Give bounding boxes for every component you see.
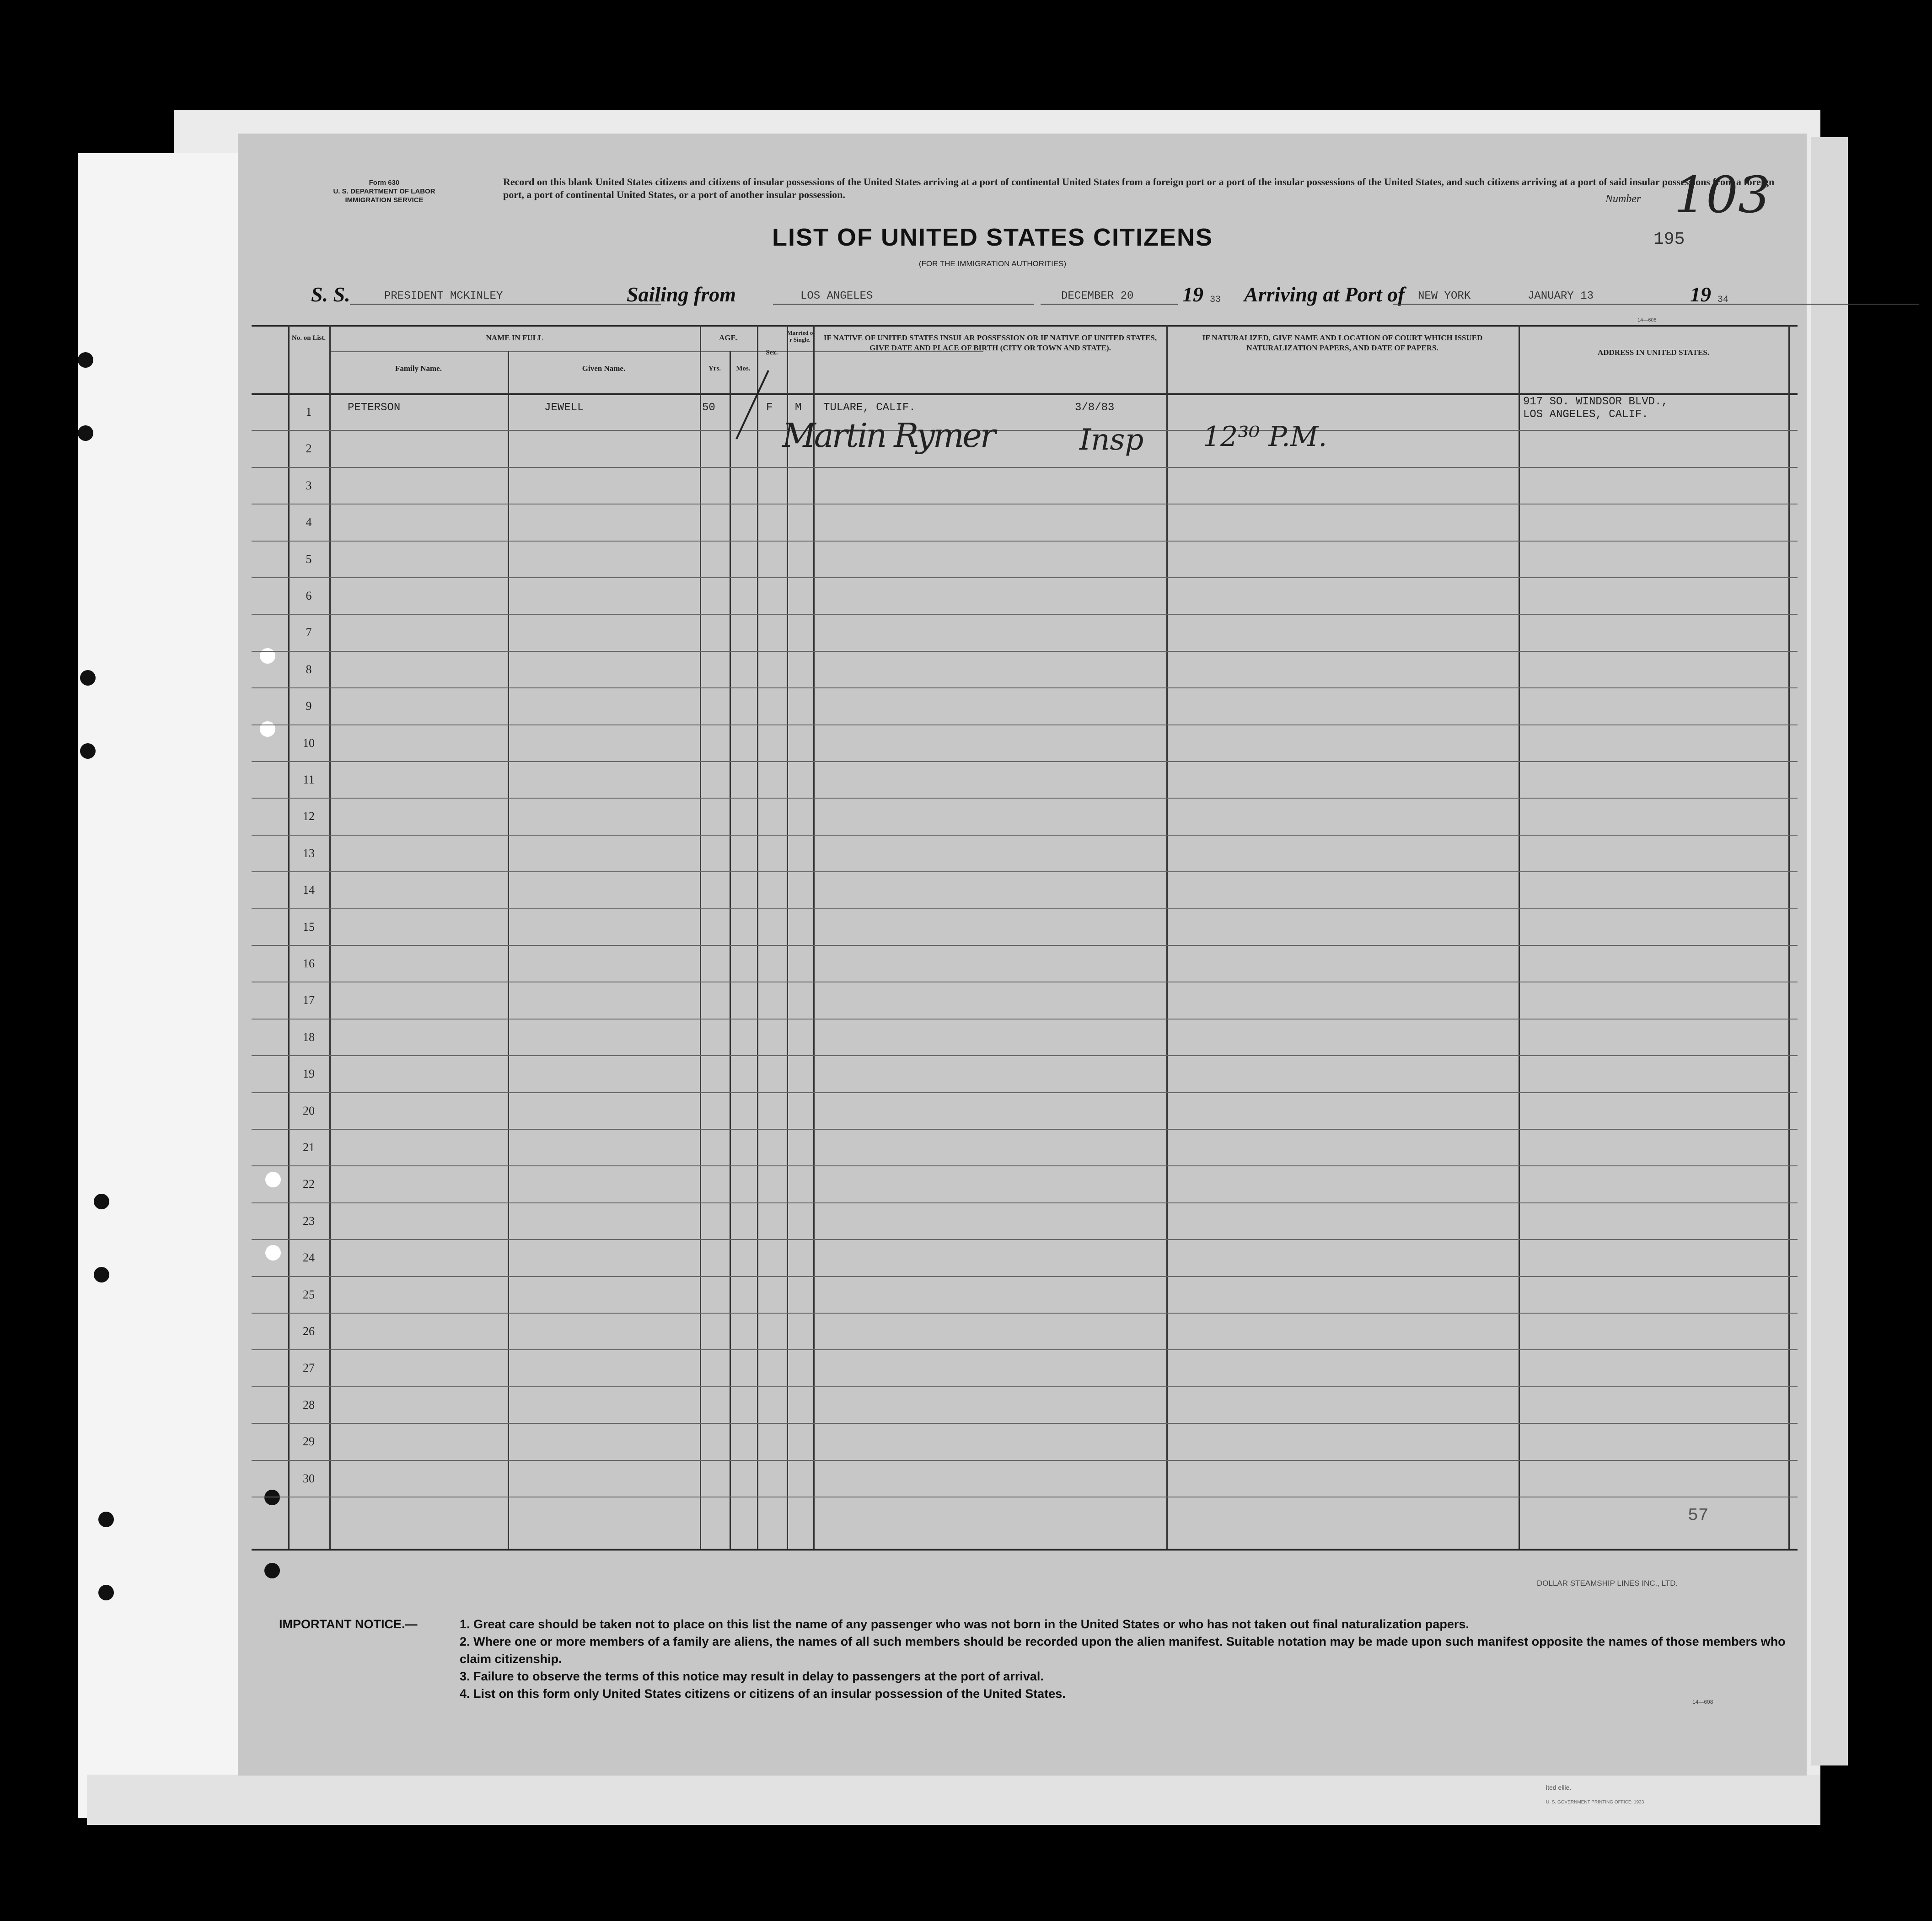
row-number: 9 — [306, 699, 312, 713]
row-rule — [252, 1460, 1798, 1461]
notice-item: 4. List on this form only United States citizens or citizens of an insular possession of the United States. — [460, 1687, 1066, 1701]
arrival-underline — [1393, 304, 1919, 305]
underlying-sheet-right — [1811, 137, 1848, 1765]
row-number: 13 — [303, 846, 315, 860]
department-name: U. S. DEPARTMENT OF LABOR — [333, 188, 435, 195]
column-divider — [787, 325, 788, 1551]
row-rule — [252, 1386, 1798, 1387]
underlying-sheet-text: ited eliie. — [1546, 1784, 1572, 1791]
table-top-rule — [252, 325, 1798, 327]
header-naturalized: IF NATURALIZED, GIVE NAME AND LOCATION OF COURT WHICH ISSUED NATURALIZATION PAPERS, AND DATE OF PAPERS. — [1202, 333, 1483, 352]
punch-hole-icon — [80, 670, 96, 686]
ship-name: PRESIDENT MCKINLEY — [384, 290, 503, 302]
row-number: 30 — [303, 1471, 315, 1485]
entry-birth-date: 3/8/83 — [1075, 402, 1115, 414]
passenger-table — [252, 325, 1798, 1551]
page-subtitle: (FOR THE IMMIGRATION AUTHORITIES) — [918, 259, 1067, 268]
row-number: 25 — [303, 1288, 315, 1301]
punch-hole-icon — [264, 1563, 280, 1578]
row-number: 1 — [306, 405, 312, 419]
header-married-single: Married or Single. — [787, 329, 813, 343]
sailing-from-label: Sailing from — [627, 283, 736, 306]
header-birth: IF NATIVE OF UNITED STATES INSULAR POSSESSION OR IF NATIVE OF UNITED STATES, GIVE DATE AND PLACE OF BIRTH (CITY OR TOWN AND STATE). — [823, 333, 1157, 352]
inspection-time: 12³⁰ P.M. — [1203, 421, 1327, 453]
form-code-bottom: 14—608 — [1692, 1699, 1713, 1705]
header-age: AGE. — [719, 333, 738, 342]
row-rule — [252, 1055, 1798, 1056]
row-number: 19 — [303, 1067, 315, 1081]
punch-hole-icon — [94, 1267, 109, 1282]
sailing-port: LOS ANGELES — [800, 290, 873, 302]
row-number: 17 — [303, 993, 315, 1007]
row-rule — [252, 798, 1798, 799]
check-mark-icon — [727, 366, 778, 444]
row-rule — [252, 1423, 1798, 1424]
notice-item: 1. Great care should be taken not to place on this list the name of any passenger who was not born in the United States or who has not taken out final naturalization papers. — [460, 1617, 1469, 1631]
header-address: ADDRESS IN UNITED STATES. — [1597, 348, 1710, 357]
column-divider — [1788, 325, 1790, 1551]
row-rule — [252, 1019, 1798, 1020]
row-rule — [252, 945, 1798, 946]
row-rule — [252, 651, 1798, 652]
row-rule — [252, 1276, 1798, 1277]
row-rule — [252, 687, 1798, 688]
row-number: 24 — [303, 1251, 315, 1265]
year-prefix: 19 — [1690, 283, 1711, 306]
row-rule — [252, 835, 1798, 836]
row-number: 28 — [303, 1398, 315, 1411]
row-rule — [252, 871, 1798, 872]
row-rule — [252, 541, 1798, 542]
notice-item: 3. Failure to observe the terms of this notice may result in delay to passengers at the port of arrival. — [460, 1669, 1044, 1683]
column-divider — [329, 325, 331, 1551]
row-rule — [252, 614, 1798, 615]
arrival-year: 34 — [1717, 295, 1729, 305]
row-number: 29 — [303, 1435, 315, 1449]
row-number: 4 — [306, 515, 312, 529]
arrival-port: NEW YORK — [1418, 290, 1471, 302]
row-number: 3 — [306, 478, 312, 492]
row-number: 11 — [303, 773, 315, 786]
row-rule — [252, 1129, 1798, 1130]
entry-birth-place: TULARE, CALIF. — [823, 402, 916, 414]
inspector-signature: Martin Rymer — [782, 416, 994, 455]
column-divider — [757, 325, 758, 1551]
row-number: 6 — [306, 589, 312, 602]
row-rule — [252, 761, 1798, 762]
form-code-top: 14—608 — [1637, 317, 1657, 323]
header-mos: Mos. — [736, 365, 751, 372]
row-number: 2 — [306, 442, 312, 456]
punch-hole-icon — [80, 743, 96, 759]
row-number: 27 — [303, 1361, 315, 1375]
stamp-number: 195 — [1653, 230, 1685, 249]
row-number: 5 — [306, 552, 312, 566]
citizen-list-form — [238, 134, 1807, 1776]
row-rule — [252, 1313, 1798, 1314]
row-number: 16 — [303, 957, 315, 970]
header-no-on-list: No. on List. — [291, 334, 326, 342]
arriving-label: Arriving at Port of — [1244, 283, 1405, 306]
punch-hole-icon — [98, 1585, 114, 1600]
entry-family-name: PETERSON — [348, 402, 401, 414]
list-number: 103 — [1674, 166, 1770, 224]
header-family-name: Family Name. — [395, 364, 442, 373]
entry-age-yrs: 50 — [702, 402, 715, 414]
row-rule — [252, 577, 1798, 578]
row-rule — [252, 1202, 1798, 1203]
number-label: Number — [1605, 193, 1641, 205]
row-rule — [252, 1239, 1798, 1240]
form-identifier — [306, 178, 462, 204]
header-given-name: Given Name. — [582, 364, 626, 373]
row-number: 8 — [306, 662, 312, 676]
underlying-sheet-printer: U. S. GOVERNMENT PRINTING OFFICE: 1933 — [1546, 1800, 1644, 1805]
row-number: 10 — [303, 736, 315, 750]
page-title: LIST OF UNITED STATES CITIZENS — [772, 224, 1213, 251]
ss-label: S. S. — [311, 283, 350, 306]
row-number: 18 — [303, 1030, 315, 1044]
form-number: Form 630 — [369, 179, 400, 187]
row-number: 20 — [303, 1104, 315, 1117]
sailing-date: DECEMBER 20 — [1061, 290, 1134, 302]
row-rule — [252, 908, 1798, 909]
row-number: 7 — [306, 626, 312, 639]
entry-address-line2: LOS ANGELES, CALIF. — [1523, 408, 1648, 421]
header-yrs: Yrs. — [708, 365, 721, 372]
row-rule — [252, 467, 1798, 468]
row-rule — [252, 1165, 1798, 1166]
entry-marital: M — [795, 402, 802, 414]
sailing-date-underline — [1041, 304, 1178, 305]
column-divider — [508, 351, 509, 1551]
punch-hole-icon — [94, 1194, 109, 1209]
row-rule — [252, 430, 1798, 431]
row-number: 15 — [303, 920, 315, 934]
entry-given-name: JEWELL — [544, 402, 584, 414]
column-divider — [1519, 325, 1520, 1551]
row-number: 12 — [303, 810, 315, 823]
notice-item: 2. Where one or more members of a family are aliens, the names of all such members should be recorded upon the alien manifest. Suitable notation may be made upon such manifest opposite the names of those members who claim citizenship. — [460, 1635, 1786, 1666]
column-divider — [1166, 325, 1168, 1551]
sailing-year: 33 — [1210, 295, 1221, 305]
header-sex: Sex. — [766, 349, 778, 356]
entry-address-line1: 917 SO. WINDSOR BLVD., — [1523, 396, 1668, 408]
service-name: IMMIGRATION SERVICE — [345, 196, 424, 204]
printer-name: DOLLAR STEAMSHIP LINES INC., LTD. — [1537, 1579, 1678, 1588]
inspector-note: Insp — [1079, 423, 1144, 457]
row-number: 26 — [303, 1325, 315, 1338]
punch-hole-icon — [78, 425, 93, 441]
page-number: 57 — [1688, 1506, 1709, 1525]
punch-hole-icon — [78, 352, 93, 368]
ship-underline — [350, 304, 661, 305]
table-header-rule — [252, 393, 1798, 395]
row-number: 23 — [303, 1214, 315, 1228]
row-rule — [252, 1092, 1798, 1093]
column-divider — [700, 325, 701, 1551]
row-rule — [252, 1349, 1798, 1350]
year-prefix: 19 — [1182, 283, 1203, 306]
arrival-date: JANUARY 13 — [1528, 290, 1594, 302]
row-rule — [252, 724, 1798, 725]
form-instructions: Record on this blank United States citizens and citizens of insular possessions of the United States arriving at a port of continental United States from a foreign port or a port of the insular possessions of the United States, and such citizens arriving at a port of said insular possessions from a foreign port, a port of continental United States, or a port of another insular possession. — [503, 176, 1775, 200]
row-number: 14 — [303, 883, 315, 897]
header-name-in-full: NAME IN FULL — [486, 333, 543, 342]
row-number: 21 — [303, 1141, 315, 1154]
column-divider — [730, 351, 731, 1551]
entry-sex: F — [766, 402, 773, 414]
table-bottom-rule — [252, 1549, 1798, 1551]
column-divider — [813, 325, 815, 1551]
sailing-port-underline — [773, 304, 1034, 305]
notice-title: IMPORTANT NOTICE.— — [279, 1617, 418, 1631]
punch-hole-icon — [98, 1512, 114, 1527]
row-number: 22 — [303, 1177, 315, 1191]
